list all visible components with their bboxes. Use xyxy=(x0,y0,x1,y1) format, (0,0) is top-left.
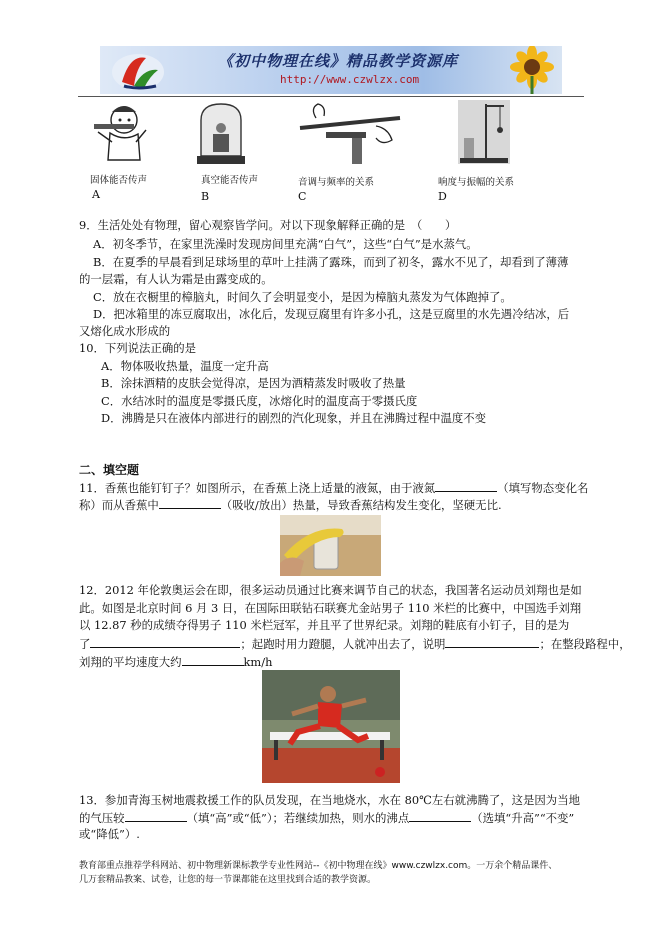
q13-blank-2[interactable] xyxy=(409,809,471,822)
figure-caption-c: 音调与频率的关系 xyxy=(298,177,375,188)
logo-icon xyxy=(100,46,210,94)
figure-letter-c: C xyxy=(298,190,307,203)
q13-line3: 或“降低”）. xyxy=(79,827,140,841)
q9-option-b-line2: 的一层霜，有人认为霜是由露变成的。 xyxy=(79,272,273,286)
q9-option-b-line1: B．在夏季的早晨看到足球场里的草叶上挂满了露珠，而到了初冬，露水不见了，却看到了薄薄 xyxy=(93,255,569,269)
q12-line4 xyxy=(79,635,631,652)
q13-line1: 13．参加青海玉树地震救援工作的队员发现，在当地烧水，水在 80℃左右就沸腾了，这是因为当地 xyxy=(79,793,580,807)
q13-text-2b: （填“高”或“低”）；若继续加热，则水的沸点 xyxy=(186,811,410,825)
q12-line3: 以 12.87 秒的成绩夺得男子 110 米栏冠军，并且平了世界纪录。刘翔的鞋底有小钉子，目的是为 xyxy=(79,618,570,632)
header-banner xyxy=(100,46,562,94)
q11-text-2b: （吸收/放出）热量，导致香蕉结构发生变化，坚硬无比. xyxy=(220,498,502,512)
q11-text-2a: 称）而从香蕉中 xyxy=(79,498,159,512)
figure-caption-a: 固体能否传声 xyxy=(90,175,148,186)
footer-line1: 教育部重点推荐学科网站、初中物理新课标教学专业性网站--《初中物理在线》www.czwlzx.com。一万余个精品课件、 xyxy=(79,861,558,871)
q11-line1 xyxy=(79,479,588,496)
q12-text-5b: km/h xyxy=(243,655,273,669)
figure-caption-d: 响度与振幅的关系 xyxy=(438,177,515,188)
q9-option-d-line2: 又熔化成水形成的 xyxy=(79,324,171,338)
q13-text-2c: （选填“升高”“不变” xyxy=(471,811,575,825)
sunflower-icon xyxy=(492,46,562,94)
header-url[interactable]: http://www.czwlzx.com xyxy=(280,73,420,86)
q10-option-c: C．水结冰时的温度是零摄氏度，冰熔化时的温度高于零摄氏度 xyxy=(101,394,418,408)
q11-text-1a: 11．香蕉也能钉钉子？如图所示，在香蕉上浇上适量的液氮，由于液氮 xyxy=(79,481,436,495)
q10-option-b: B．涂抹酒精的皮肤会觉得凉，是因为酒精蒸发时吸收了热量 xyxy=(101,376,406,390)
q10-stem: 10．下列说法正确的是 xyxy=(79,341,197,355)
q12-blank-2[interactable] xyxy=(445,635,539,648)
pitch-frequency-figure xyxy=(296,98,406,166)
q9-option-d-line1: D．把冰箱里的冻豆腐取出，冰化后，发现豆腐里有许多小孔，这是豆腐里的水先遇冷结冰，后 xyxy=(93,307,570,321)
section-heading: 二、填空题 xyxy=(79,463,140,477)
header-title: 《初中物理在线》精品教学资源库 xyxy=(218,52,459,70)
q12-blank-3[interactable] xyxy=(182,653,244,666)
q13-text-2a: 的气压较 xyxy=(79,811,125,825)
q11-line2 xyxy=(79,496,502,513)
q9-option-a: A．初冬季节，在家里洗澡时发现房间里充满“白气”，这些“白气”是水蒸气。 xyxy=(93,237,478,251)
q10-option-a: A．物体吸收热量，温度一定升高 xyxy=(101,359,269,373)
header-divider xyxy=(78,96,584,97)
figure-letter-a: A xyxy=(92,188,100,201)
solid-sound-figure xyxy=(90,98,152,166)
figure-caption-b: 真空能否传声 xyxy=(201,175,259,186)
q12-text-4a: 了 xyxy=(79,637,91,651)
figure-letter-b: B xyxy=(201,190,210,203)
q12-line1: 12．2012 年伦敦奥运会在即，很多运动员通过比赛来调节自己的状态，我国著名运动员刘翔也是如 xyxy=(79,583,582,597)
figure-letter-d: D xyxy=(438,190,447,203)
q13-line2 xyxy=(79,809,574,826)
q9-stem: 9．生活处处有物理，留心观察皆学问。对以下现象解释正确的是 （ ） xyxy=(79,218,457,232)
q13-blank-1[interactable] xyxy=(125,809,187,822)
q12-text-4b: ；起跑时用力蹬腿，人就冲出去了，说明 xyxy=(240,637,446,651)
vacuum-sound-figure xyxy=(195,98,247,166)
q11-text-1b: （填写物态变化名 xyxy=(497,481,589,495)
q12-blank-1[interactable] xyxy=(90,635,240,648)
q12-text-4c: ；在整段路程中， xyxy=(539,637,631,651)
q9-option-c: C．放在衣橱里的樟脑丸，时间久了会明显变小，是因为樟脑丸蒸发为气体跑掉了。 xyxy=(93,290,512,304)
q11-blank-1[interactable] xyxy=(435,479,497,492)
loudness-amplitude-figure xyxy=(456,98,512,166)
hurdle-race-photo xyxy=(262,670,400,783)
footer-line2: 几万套精品教案、试卷，让您的每一节课都能在这里找到合适的教学资源。 xyxy=(79,875,377,885)
q12-line5 xyxy=(79,653,272,670)
q11-blank-2[interactable] xyxy=(159,496,221,509)
q12-line2: 此。如图是北京时间 6 月 3 日，在国际田联钻石联赛尤金站男子 110 米栏的比赛中，中国选手刘翔 xyxy=(79,601,582,615)
q10-option-d: D．沸腾是只在液体内部进行的剧烈的汽化现象，并且在沸腾过程中温度不变 xyxy=(101,411,487,425)
q12-text-5a: 刘翔的平均速度大约 xyxy=(79,655,182,669)
banana-nail-photo xyxy=(280,515,381,576)
